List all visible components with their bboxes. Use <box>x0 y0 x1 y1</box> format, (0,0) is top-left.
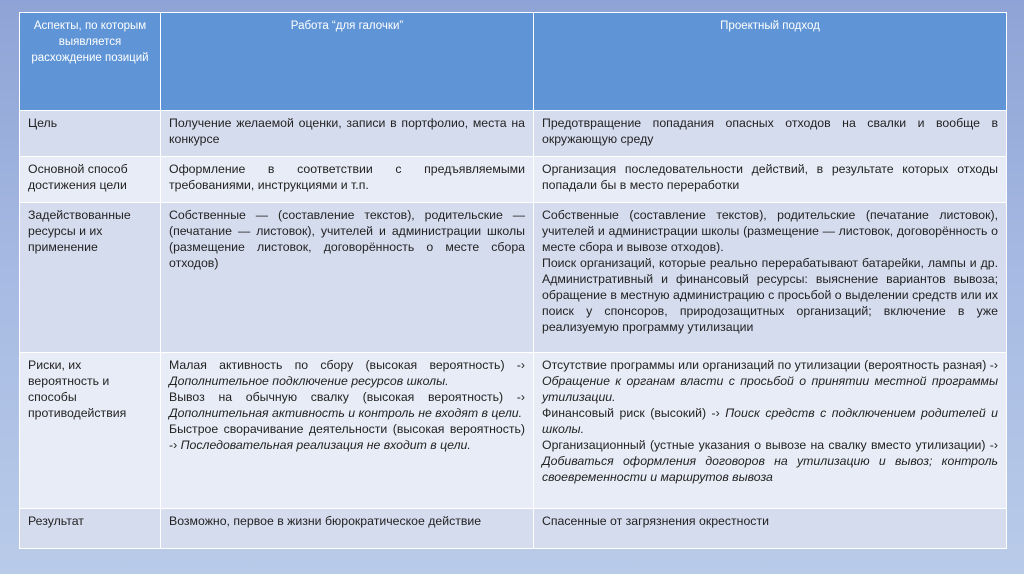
table-row <box>20 509 1007 549</box>
aspect-cell: Задействованные ресурсы и их применение <box>20 203 161 353</box>
checkbox-cell <box>161 509 534 549</box>
aspect-cell: Основной способ достижения цели <box>20 157 161 203</box>
checkbox-cell <box>161 353 534 509</box>
risk-text: Вывоз на обычную свалку (высокая вероятность) -› <box>169 390 525 404</box>
cell-text: Получение желаемой оценки, записи в портфолио, места на конкурсе <box>169 116 525 146</box>
risk-text: Быстрое сворачивание деятельности (высокая вероятность) -› <box>169 422 525 452</box>
risk-countermeasure: Обращение к органам власти с просьбой о принятии местной программы утилизации. <box>542 374 998 404</box>
cell-text: Организация последовательности действий, в результате которых отходы попадали бы в место переработки <box>542 162 998 192</box>
risk-text: Организационный (устные указания о вывозе на свалку вместо утилизации) -› <box>542 438 998 452</box>
header-checkbox-work: Работа “для галочки” <box>161 13 534 111</box>
table-row <box>20 111 1007 157</box>
cell-text: Собственные (составление текстов), родительские (печатание листовок), учителей и администрации школы (размещение — листовок, договорённость о месте сбора и вывозе отходов). <box>542 208 998 254</box>
aspect-cell: Цель <box>20 111 161 157</box>
project-cell <box>534 353 1007 509</box>
checkbox-cell <box>161 111 534 157</box>
risk-item <box>542 357 998 405</box>
risk-text: Малая активность по сбору (высокая вероятность) -› <box>169 358 525 372</box>
table-row <box>20 353 1007 509</box>
project-cell <box>534 509 1007 549</box>
risk-text: Финансовый риск (высокий) -› <box>542 406 726 420</box>
aspect-cell: Результат <box>20 509 161 549</box>
project-cell <box>534 203 1007 353</box>
risk-countermeasure: Добиваться оформления договоров на утилизацию и вывоз; контроль своевременности и маршрутов вывоза <box>542 454 998 484</box>
risk-countermeasure: Последовательная реализация не входит в цели. <box>180 438 471 452</box>
table-row <box>20 203 1007 353</box>
cell-text: Оформление в соответствии с предъявляемыми требованиями, инструкциями и т.п. <box>169 162 525 192</box>
cell-text: Поиск организаций, которые реально перерабатывают батарейки, лампы и др. Административный и финансовый ресурсы: выяснение вариантов вывоза; обращение в местную администрацию с просьбой о выделении средств или их поиск у спонсоров, природозащитных организаций; включение в уже реализуемую программу утилизации <box>542 256 998 334</box>
risk-item <box>169 357 525 389</box>
table-header-row <box>20 13 1007 111</box>
risk-countermeasure: Дополнительное подключение ресурсов школы. <box>169 374 449 388</box>
project-cell <box>534 157 1007 203</box>
checkbox-cell <box>161 203 534 353</box>
header-project-approach: Проектный подход <box>534 13 1007 111</box>
cell-text: Собственные — (составление текстов), родительские — (печатание — листовок), учителей и администрации школы (размещение листовок, договорённость о месте сбора отходов) <box>169 208 525 270</box>
checkbox-cell <box>161 157 534 203</box>
project-cell <box>534 111 1007 157</box>
aspect-cell: Риски, их вероятность и способы противодействия <box>20 353 161 509</box>
cell-text: Спасенные от загрязнения окрестности <box>542 514 769 528</box>
table-row <box>20 157 1007 203</box>
header-aspects: Аспекты, по которым выявляется расхождение позиций <box>20 13 161 111</box>
cell-text: Предотвращение попадания опасных отходов на свалки и вообще в окружающую среду <box>542 116 998 146</box>
risk-text: Отсутствие программы или организаций по утилизации (вероятность разная) -› <box>542 358 998 372</box>
comparison-table <box>19 12 1007 549</box>
risk-item <box>169 389 525 421</box>
risk-item <box>169 421 525 453</box>
risk-item <box>542 437 998 485</box>
cell-text: Возможно, первое в жизни бюрократическое действие <box>169 514 482 528</box>
risk-item <box>542 405 998 437</box>
risk-countermeasure: Дополнительная активность и контроль не входят в цели. <box>169 406 523 420</box>
risk-countermeasure: Поиск средств с подключением родителей и школы. <box>542 406 998 436</box>
